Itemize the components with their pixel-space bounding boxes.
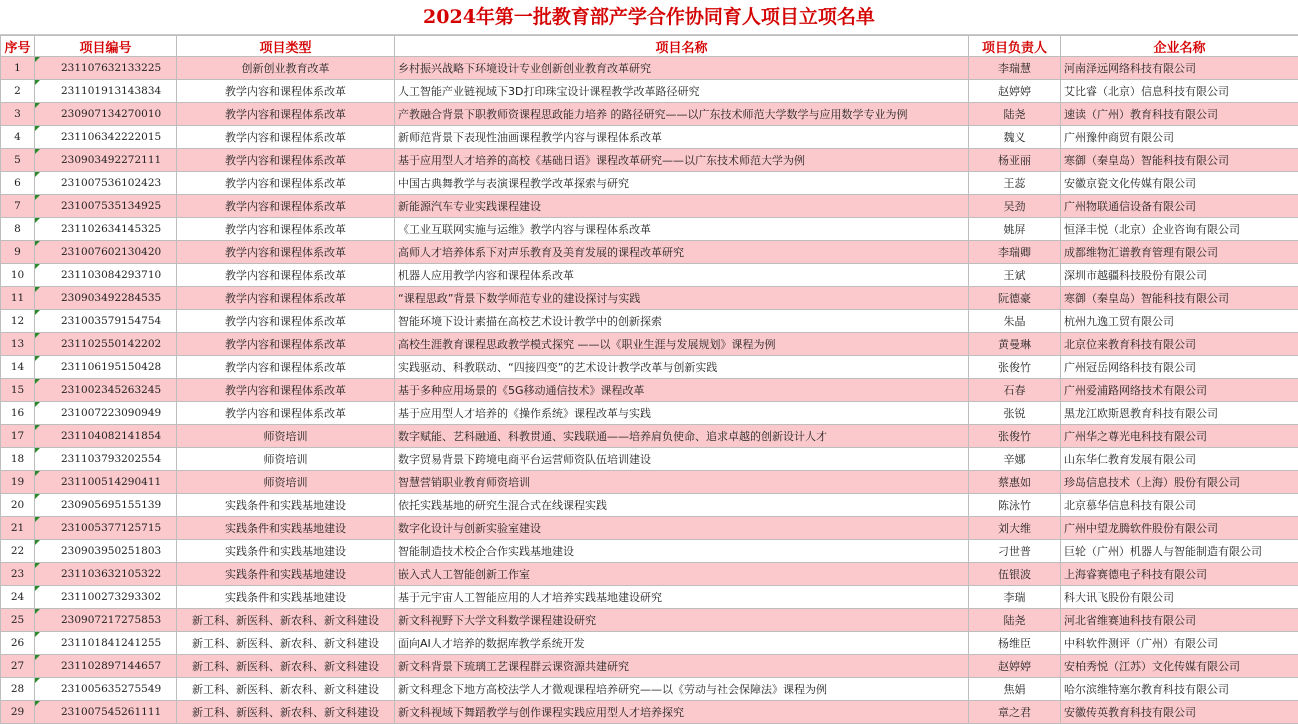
- cell-no[interactable]: 26: [1, 632, 35, 655]
- cell-leader[interactable]: 陈泳竹: [969, 494, 1061, 517]
- cell-leader[interactable]: 赵婷婷: [969, 80, 1061, 103]
- cell-code[interactable]: 231107632133225: [35, 57, 177, 80]
- cell-no[interactable]: 21: [1, 517, 35, 540]
- cell-leader[interactable]: 辛娜: [969, 448, 1061, 471]
- cell-code[interactable]: 231103632105322: [35, 563, 177, 586]
- cell-name[interactable]: 基于多种应用场景的《5G移动通信技术》课程改革: [395, 379, 969, 402]
- cell-code[interactable]: 231100273293302: [35, 586, 177, 609]
- cell-name[interactable]: 依托实践基地的研究生混合式在线课程实践: [395, 494, 969, 517]
- cell-type[interactable]: 实践条件和实践基地建设: [177, 586, 395, 609]
- cell-name[interactable]: 基于应用型人才培养的《操作系统》课程改革与实践: [395, 402, 969, 425]
- cell-no[interactable]: 6: [1, 172, 35, 195]
- cell-code[interactable]: 230905695155139: [35, 494, 177, 517]
- cell-code[interactable]: 231003579154754: [35, 310, 177, 333]
- cell-type[interactable]: 实践条件和实践基地建设: [177, 517, 395, 540]
- cell-company[interactable]: 广州爱浦路网络技术有限公司: [1061, 379, 1298, 402]
- table-row: [1, 402, 1298, 425]
- cell-code[interactable]: 231100514290411: [35, 471, 177, 494]
- cell-no[interactable]: 18: [1, 448, 35, 471]
- cell-leader[interactable]: 伍银波: [969, 563, 1061, 586]
- cell-type[interactable]: 教学内容和课程体系改革: [177, 402, 395, 425]
- cell-code[interactable]: 231106195150428: [35, 356, 177, 379]
- cell-type[interactable]: 创新创业教育改革: [177, 57, 395, 80]
- cell-leader[interactable]: 李瑞: [969, 586, 1061, 609]
- cell-type[interactable]: 新工科、新医科、新农科、新文科建设: [177, 655, 395, 678]
- cell-leader[interactable]: 姚屏: [969, 218, 1061, 241]
- cell-company[interactable]: 成都维物汇谱教育管理有限公司: [1061, 241, 1298, 264]
- table-row: [1, 356, 1298, 379]
- cell-type[interactable]: 新工科、新医科、新农科、新文科建设: [177, 632, 395, 655]
- table-row: [1, 103, 1298, 126]
- cell-type[interactable]: 教学内容和课程体系改革: [177, 356, 395, 379]
- table-row: [1, 80, 1298, 103]
- cell-company[interactable]: 寒御（秦皇岛）智能科技有限公司: [1061, 149, 1298, 172]
- cell-leader[interactable]: 石春: [969, 379, 1061, 402]
- cell-name[interactable]: 新文科理念下地方高校法学人才微观课程培养研究——以《劳动与社会保障法》课程为例: [395, 678, 969, 701]
- table-row: [1, 126, 1298, 149]
- cell-type[interactable]: 教学内容和课程体系改革: [177, 310, 395, 333]
- cell-type[interactable]: 实践条件和实践基地建设: [177, 563, 395, 586]
- cell-name[interactable]: 数字赋能、艺科融通、科教贯通、实践联通——培养肩负使命、追求卓越的创新设计人才: [395, 425, 969, 448]
- cell-name[interactable]: 基于元宇宙人工智能应用的人才培养实践基地建设研究: [395, 586, 969, 609]
- cell-no[interactable]: 20: [1, 494, 35, 517]
- cell-no[interactable]: 9: [1, 241, 35, 264]
- cell-no[interactable]: 19: [1, 471, 35, 494]
- cell-no[interactable]: 7: [1, 195, 35, 218]
- cell-company[interactable]: 广州冠岳网络科技有限公司: [1061, 356, 1298, 379]
- cell-company[interactable]: 广州华之尊光电科技有限公司: [1061, 425, 1298, 448]
- cell-type[interactable]: 师资培训: [177, 448, 395, 471]
- cell-code[interactable]: 231102634145325: [35, 218, 177, 241]
- table-row: [1, 379, 1298, 402]
- cell-code[interactable]: 231007223090949: [35, 402, 177, 425]
- cell-type[interactable]: 新工科、新医科、新农科、新文科建设: [177, 701, 395, 724]
- cell-leader[interactable]: 杨亚丽: [969, 149, 1061, 172]
- cell-company[interactable]: 河北省维赛迪科技有限公司: [1061, 609, 1298, 632]
- table-row: [1, 218, 1298, 241]
- cell-leader[interactable]: 陆尧: [969, 103, 1061, 126]
- cell-company[interactable]: 艾比睿（北京）信息科技有限公司: [1061, 80, 1298, 103]
- cell-company[interactable]: 寒御（秦皇岛）智能科技有限公司: [1061, 287, 1298, 310]
- table-row: [1, 57, 1298, 80]
- cell-no[interactable]: 24: [1, 586, 35, 609]
- cell-no[interactable]: 2: [1, 80, 35, 103]
- cell-type[interactable]: 教学内容和课程体系改革: [177, 80, 395, 103]
- table-row: [1, 287, 1298, 310]
- cell-leader[interactable]: 杨维臣: [969, 632, 1061, 655]
- cell-code[interactable]: 231007535134925: [35, 195, 177, 218]
- cell-code[interactable]: 231007602130420: [35, 241, 177, 264]
- cell-leader[interactable]: 张俊竹: [969, 425, 1061, 448]
- cell-type[interactable]: 教学内容和课程体系改革: [177, 379, 395, 402]
- cell-company[interactable]: 深圳市越疆科技股份有限公司: [1061, 264, 1298, 287]
- table-row: [1, 425, 1298, 448]
- cell-name[interactable]: “课程思政”背景下数学师范专业的建设探讨与实践: [395, 287, 969, 310]
- cell-no[interactable]: 15: [1, 379, 35, 402]
- cell-name[interactable]: 产教融合背景下职教师资课程思政能力培养 的路径研究——以广东技术师范大学数学与应用数学专业为例: [395, 103, 969, 126]
- cell-no[interactable]: 17: [1, 425, 35, 448]
- table-row: [1, 655, 1298, 678]
- cell-code[interactable]: 231005377125715: [35, 517, 177, 540]
- cell-no[interactable]: 3: [1, 103, 35, 126]
- cell-leader[interactable]: 陆尧: [969, 609, 1061, 632]
- cell-company[interactable]: 北京位来教育科技有限公司: [1061, 333, 1298, 356]
- cell-no[interactable]: 25: [1, 609, 35, 632]
- cell-name[interactable]: 实践驱动、科教联动、“四接四变”的艺术设计教学改革与创新实践: [395, 356, 969, 379]
- cell-name[interactable]: 智能制造技术校企合作实践基地建设: [395, 540, 969, 563]
- cell-no[interactable]: 23: [1, 563, 35, 586]
- cell-type[interactable]: 实践条件和实践基地建设: [177, 494, 395, 517]
- cell-company[interactable]: 巨轮（广州）机器人与智能制造有限公司: [1061, 540, 1298, 563]
- header-code[interactable]: 项目编号: [35, 36, 177, 57]
- cell-no[interactable]: 22: [1, 540, 35, 563]
- cell-name[interactable]: 数字贸易背景下跨境电商平台运营师资队伍培训建设: [395, 448, 969, 471]
- cell-leader[interactable]: 朱晶: [969, 310, 1061, 333]
- cell-name[interactable]: 高师人才培养体系下对声乐教育及美育发展的课程改革研究: [395, 241, 969, 264]
- cell-no[interactable]: 5: [1, 149, 35, 172]
- cell-code[interactable]: 231007545261111: [35, 701, 177, 724]
- cell-code[interactable]: 230903950251803: [35, 540, 177, 563]
- header-row: [1, 36, 1298, 57]
- cell-no[interactable]: 8: [1, 218, 35, 241]
- table-row: [1, 632, 1298, 655]
- cell-name[interactable]: 新能源汽车专业实践课程建设: [395, 195, 969, 218]
- cell-code[interactable]: 231102897144657: [35, 655, 177, 678]
- table-row: [1, 609, 1298, 632]
- cell-name[interactable]: 中国古典舞教学与表演课程教学改革探索与研究: [395, 172, 969, 195]
- cell-no[interactable]: 1: [1, 57, 35, 80]
- cell-code[interactable]: 231101841241255: [35, 632, 177, 655]
- cell-name[interactable]: 新文科背景下琉璃工艺课程群云课资源共建研究: [395, 655, 969, 678]
- table-row: [1, 494, 1298, 517]
- cell-type[interactable]: 教学内容和课程体系改革: [177, 264, 395, 287]
- cell-company[interactable]: 速读（广州）教育科技有限公司: [1061, 103, 1298, 126]
- cell-type[interactable]: 师资培训: [177, 425, 395, 448]
- cell-code[interactable]: 230907217275853: [35, 609, 177, 632]
- table-row: [1, 563, 1298, 586]
- cell-leader[interactable]: 刁世普: [969, 540, 1061, 563]
- cell-name[interactable]: 面向AI人才培养的数据库教学系统开发: [395, 632, 969, 655]
- cell-code[interactable]: 231005635275549: [35, 678, 177, 701]
- cell-code[interactable]: 231104082141854: [35, 425, 177, 448]
- sheet-title: 2024年第一批教育部产学合作协同育人项目立项名单: [0, 0, 1298, 35]
- cell-company[interactable]: 河南泽远网络科技有限公司: [1061, 57, 1298, 80]
- cell-name[interactable]: 新文科视野下大学文科数学课程建设研究: [395, 609, 969, 632]
- cell-code[interactable]: 230903492284535: [35, 287, 177, 310]
- cell-code[interactable]: 231106342222015: [35, 126, 177, 149]
- cell-name[interactable]: 机器人应用教学内容和课程体系改革: [395, 264, 969, 287]
- cell-leader[interactable]: 王蕊: [969, 172, 1061, 195]
- cell-leader[interactable]: 阮德豪: [969, 287, 1061, 310]
- cell-no[interactable]: 16: [1, 402, 35, 425]
- header-leader[interactable]: 项目负责人: [969, 36, 1061, 57]
- table-body: [1, 57, 1298, 724]
- table-row: [1, 149, 1298, 172]
- table-row: [1, 540, 1298, 563]
- cell-type[interactable]: 教学内容和课程体系改革: [177, 333, 395, 356]
- cell-type[interactable]: 教学内容和课程体系改革: [177, 218, 395, 241]
- cell-company[interactable]: 哈尔滨维特塞尔教育科技有限公司: [1061, 678, 1298, 701]
- header-no[interactable]: 序号: [1, 36, 35, 57]
- cell-leader[interactable]: 蔡惠如: [969, 471, 1061, 494]
- cell-company[interactable]: 杭州九逸工贸有限公司: [1061, 310, 1298, 333]
- header-name[interactable]: 项目名称: [395, 36, 969, 57]
- header-company[interactable]: 企业名称: [1061, 36, 1298, 57]
- cell-code[interactable]: 231002345263245: [35, 379, 177, 402]
- cell-type[interactable]: 教学内容和课程体系改革: [177, 195, 395, 218]
- cell-company[interactable]: 中科软件测评（广州）有限公司: [1061, 632, 1298, 655]
- cell-company[interactable]: 安柏秀悦（江苏）文化传媒有限公司: [1061, 655, 1298, 678]
- table-row: [1, 586, 1298, 609]
- table-row: [1, 678, 1298, 701]
- cell-leader[interactable]: 王斌: [969, 264, 1061, 287]
- cell-code[interactable]: 230907134270010: [35, 103, 177, 126]
- cell-code[interactable]: 230903492272111: [35, 149, 177, 172]
- cell-no[interactable]: 12: [1, 310, 35, 333]
- cell-company[interactable]: 广州中望龙腾软件股份有限公司: [1061, 517, 1298, 540]
- cell-company[interactable]: 黑龙江欧斯恩教育科技有限公司: [1061, 402, 1298, 425]
- cell-leader[interactable]: 焦娟: [969, 678, 1061, 701]
- table-row: [1, 448, 1298, 471]
- project-table: [0, 35, 1298, 724]
- cell-company[interactable]: 北京慕华信息科技有限公司: [1061, 494, 1298, 517]
- cell-leader[interactable]: 魏义: [969, 126, 1061, 149]
- cell-type[interactable]: 教学内容和课程体系改革: [177, 149, 395, 172]
- cell-leader[interactable]: 李瑞卿: [969, 241, 1061, 264]
- cell-name[interactable]: 数字化设计与创新实验室建设: [395, 517, 969, 540]
- cell-no[interactable]: 29: [1, 701, 35, 724]
- cell-no[interactable]: 14: [1, 356, 35, 379]
- cell-name[interactable]: 新文科视域下舞蹈教学与创作课程实践应用型人才培养探究: [395, 701, 969, 724]
- cell-type[interactable]: 教学内容和课程体系改革: [177, 126, 395, 149]
- table-row: [1, 333, 1298, 356]
- cell-type[interactable]: 教学内容和课程体系改革: [177, 103, 395, 126]
- cell-name[interactable]: 新师范背景下表现性油画课程教学内容与课程体系改革: [395, 126, 969, 149]
- cell-leader[interactable]: 黄曼琳: [969, 333, 1061, 356]
- cell-code[interactable]: 231103793202554: [35, 448, 177, 471]
- table-row: [1, 172, 1298, 195]
- cell-company[interactable]: 珍岛信息技术（上海）股份有限公司: [1061, 471, 1298, 494]
- table-row: [1, 517, 1298, 540]
- cell-type[interactable]: 新工科、新医科、新农科、新文科建设: [177, 678, 395, 701]
- cell-no[interactable]: 10: [1, 264, 35, 287]
- cell-no[interactable]: 4: [1, 126, 35, 149]
- cell-name[interactable]: 高校生涯教育课程思政教学模式探究 ——以《职业生涯与发展规划》课程为例: [395, 333, 969, 356]
- cell-no[interactable]: 27: [1, 655, 35, 678]
- cell-leader[interactable]: 张俊竹: [969, 356, 1061, 379]
- cell-code[interactable]: 231101913143834: [35, 80, 177, 103]
- cell-leader[interactable]: 赵婷婷: [969, 655, 1061, 678]
- cell-name[interactable]: 乡村振兴战略下环境设计专业创新创业教育改革研究: [395, 57, 969, 80]
- cell-name[interactable]: 嵌入式人工智能创新工作室: [395, 563, 969, 586]
- cell-company[interactable]: 山东华仁教育发展有限公司: [1061, 448, 1298, 471]
- cell-no[interactable]: 13: [1, 333, 35, 356]
- cell-type[interactable]: 教学内容和课程体系改革: [177, 241, 395, 264]
- cell-name[interactable]: 人工智能产业链视域下3D打印珠宝设计课程教学改革路径研究: [395, 80, 969, 103]
- cell-company[interactable]: 广州物联通信设备有限公司: [1061, 195, 1298, 218]
- cell-leader[interactable]: 李瑞慧: [969, 57, 1061, 80]
- cell-company[interactable]: 恒泽丰悦（北京）企业咨询有限公司: [1061, 218, 1298, 241]
- cell-company[interactable]: 广州豫仲商贸有限公司: [1061, 126, 1298, 149]
- cell-leader[interactable]: 章之君: [969, 701, 1061, 724]
- table-row: [1, 471, 1298, 494]
- cell-leader[interactable]: 吴劲: [969, 195, 1061, 218]
- cell-type[interactable]: 教学内容和课程体系改革: [177, 172, 395, 195]
- cell-company[interactable]: 安徽京瓷文化传媒有限公司: [1061, 172, 1298, 195]
- cell-type[interactable]: 新工科、新医科、新农科、新文科建设: [177, 609, 395, 632]
- cell-type[interactable]: 实践条件和实践基地建设: [177, 540, 395, 563]
- cell-company[interactable]: 安徽传英教育科技有限公司: [1061, 701, 1298, 724]
- cell-name[interactable]: 智慧营销职业教育师资培训: [395, 471, 969, 494]
- cell-leader[interactable]: 刘大维: [969, 517, 1061, 540]
- table-row: [1, 195, 1298, 218]
- cell-type[interactable]: 师资培训: [177, 471, 395, 494]
- table-row: [1, 310, 1298, 333]
- cell-name[interactable]: 《工业互联网实施与运维》教学内容与课程体系改革: [395, 218, 969, 241]
- cell-leader[interactable]: 张锐: [969, 402, 1061, 425]
- cell-name[interactable]: 智能环境下设计素描在高校艺术设计教学中的创新探索: [395, 310, 969, 333]
- cell-type[interactable]: 教学内容和课程体系改革: [177, 287, 395, 310]
- cell-code[interactable]: 231007536102423: [35, 172, 177, 195]
- cell-no[interactable]: 28: [1, 678, 35, 701]
- header-type[interactable]: 项目类型: [177, 36, 395, 57]
- table-row: [1, 264, 1298, 287]
- cell-code[interactable]: 231102550142202: [35, 333, 177, 356]
- table-row: [1, 701, 1298, 724]
- cell-company[interactable]: 科大讯飞股份有限公司: [1061, 586, 1298, 609]
- cell-code[interactable]: 231103084293710: [35, 264, 177, 287]
- cell-company[interactable]: 上海睿赛德电子科技有限公司: [1061, 563, 1298, 586]
- cell-no[interactable]: 11: [1, 287, 35, 310]
- table-row: [1, 241, 1298, 264]
- cell-name[interactable]: 基于应用型人才培养的高校《基础日语》课程改革研究——以广东技术师范大学为例: [395, 149, 969, 172]
